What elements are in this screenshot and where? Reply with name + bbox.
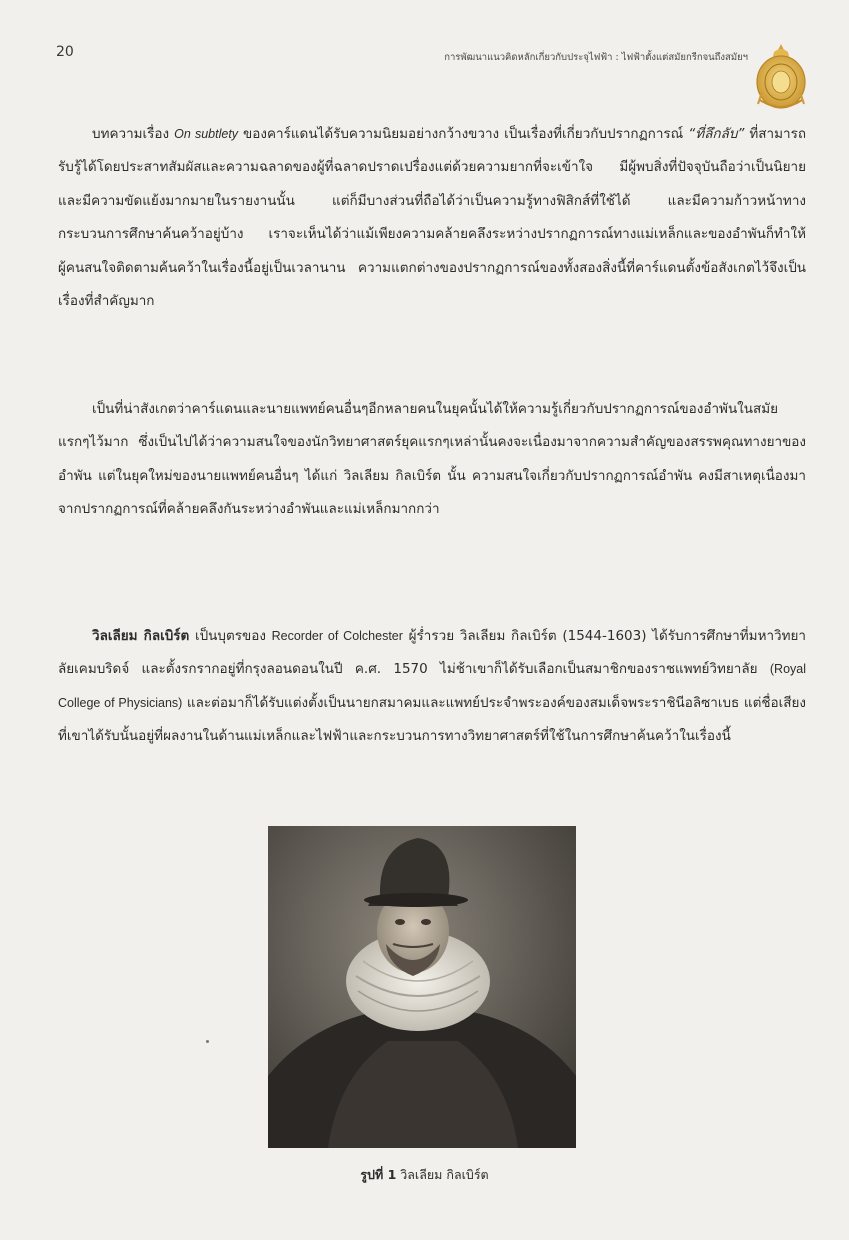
paragraph-amber-physicians [58,393,806,527]
para3-text-part2: ผู้ร่ำรวย วิลเลียม กิลเบิร์ต (1544-1603) ได้รับการศึกษาที่มหาวิทยาลัยเคมบริดจ์ และตั้งรกรากอยู่ที่กรุงลอนดอนในปี ค.ศ. 1570 ไม่ช้าเขาก็ได้รับเลือกเป็นสมาชิกของราชแพทย์วิทยาลัย [58,628,807,678]
portrait-william-gilbert [268,826,576,1148]
paragraph-cardan-subtlety [58,118,806,318]
book-title-on-subtlety: On subtlety [174,127,239,141]
scan-speck [206,1040,209,1043]
figure-caption [0,1165,849,1185]
royal-seal-icon [752,42,810,114]
running-header: การพัฒนาแนวคิดหลักเกี่ยวกับประจุไฟฟ้า : ไฟฟ้าตั้งแต่สมัยกรีกจนถึงสมัยฯ [444,52,748,63]
para2-text: เป็นที่น่าสังเกตว่าคาร์แดนและนายแพทย์คนอื่นๆอีกหลายคนในยุคนั้นได้ให้ความรู้เกี่ยวกับปรากฏการณ์ของอำพันในสมัยแรกๆไว้มาก ซึ่งเป็นไปได้ว่าความสนใจของนักวิทยาศาสตร์ยุคแรกๆเหล่านั้นคงจะเนื่องมาจากความสำคัญของสรรพคุณทางยาของอำพัน แต่ในยุคใหม่ของนายแพทย์คนอื่นๆ ได้แก่ วิลเลียม กิลเบิร์ต นั้น ความสนใจเกี่ยวกับปรากฏการณ์อำพัน คงมีสาเหตุเนื่องมาจากปรากฏการณ์ที่คล้ายคลึงกันระหว่างอำพันและแม่เหล็กมากกว่า [58,401,806,518]
figure-caption-text: วิลเลียม กิลเบิร์ต [396,1167,489,1182]
page-number: 20 [56,44,74,60]
para1-text-start: บทความเรื่อง [92,126,175,142]
gilbert-name-bold: วิลเลียม กิลเบิร์ต [92,628,190,644]
royal-college-of-physicians: (Royal College of Physicians) [58,662,806,710]
para1-text-middle: ของคาร์แดนได้รับความนิยมอย่างกว้างขวาง เป็นเรื่องที่เกี่ยวกับปรากฏการณ์ [238,126,689,142]
figure-caption-label: รูปที่ 1 [360,1167,397,1182]
quoted-term-mysterious: “ที่ลึกลับ” [688,126,745,142]
para3-text-part3: และต่อมาก็ได้รับแต่งตั้งเป็นนายกสมาคมและแพทย์ประจำพระองค์ของสมเด็จพระราชินีอลิซาเบธ แต่ชื่อเสียงที่เขาได้รับนั้นอยู่ที่ผลงานในด้านแม่เหล็กและไฟฟ้าและกระบวนการทางวิทยาศาสตร์ที่ใช้ในการศึกษาค้นคว้าในเรื่องนี้ [58,694,806,745]
para3-text-part1: เป็นบุตรของ [189,628,272,644]
para1-text-rest: ที่สามารถรับรู้ได้โดยประสาทสัมผัสและความฉลาดของผู้ที่ฉลาดปราดเปรื่องแต่ด้วยความยากที่จะเข้าใจ มีผู้พบสิ่งที่ปัจจุบันถือว่าเป็นนิยายและมีความขัดแย้งมากมายในรายงานนั้น แต่ก็มีบางส่วนที่ถือได้ว่าเป็นความรู้ทางฟิสิกส์ที่ใช้ได้ และมีความก้าวหน้าทางกระบวนการศึกษาค้นคว้าอยู่บ้าง เราจะเห็นได้ว่าแม้เพียงความคล้ายคลึงระหว่างปรากฏการณ์ทางแม่เหล็กและของอำพันก็ทำให้ผู้คนสนใจติดตามค้นคว้าในเรื่องนี้อยู่เป็นเวลานาน ความแตกต่างของปรากฏการณ์ของทั้งสองสิ่งนี้ที่คาร์แดนตั้งข้อสังเกตไว้จึงเป็นเรื่องที่สำคัญมาก [58,126,807,310]
paragraph-william-gilbert [58,620,806,754]
recorder-of-colchester: Recorder of Colchester [271,629,403,643]
